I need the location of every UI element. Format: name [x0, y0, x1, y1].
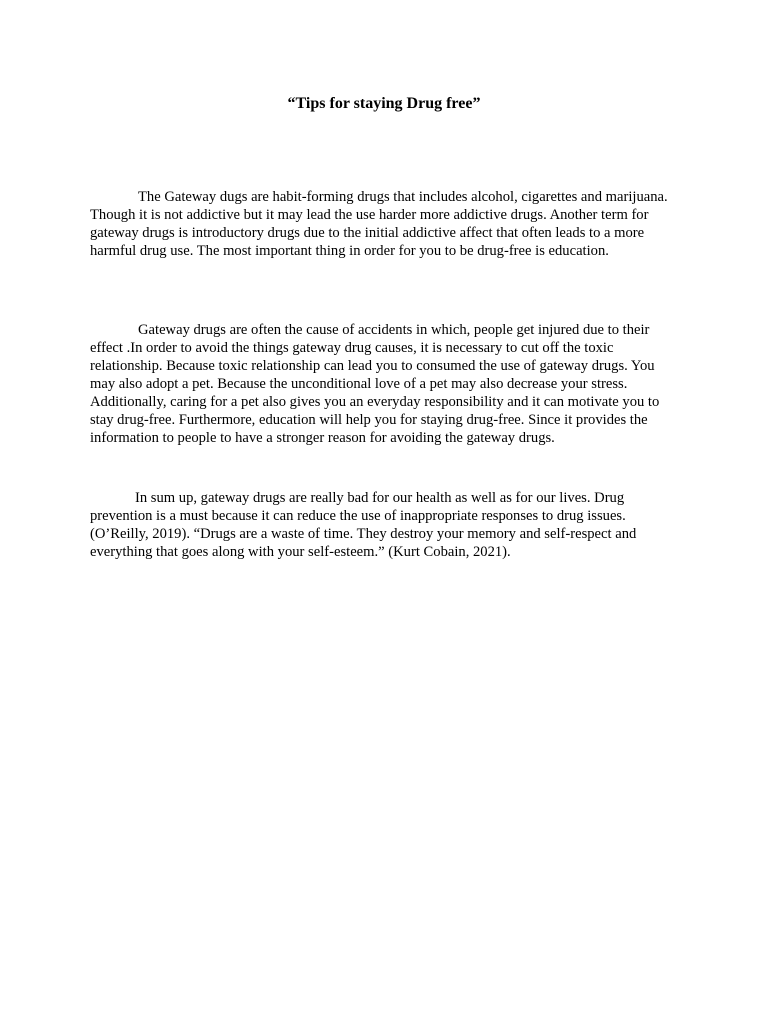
- document-title: “Tips for staying Drug free”: [287, 95, 481, 112]
- paragraph-conclusion: In sum up, gateway drugs are really bad for our health as well as for our lives. Drug prevention is a must because it can reduce the use of inappropriate responses to drug issues. (O’Reilly, 2019). “Drugs are a waste of time. They destroy your memory and self-respect and everything that goes along with your self-esteem.” (Kurt Cobain, 2021).: [90, 490, 637, 560]
- paragraph-intro: The Gateway dugs are habit-forming drugs that includes alcohol, cigarettes and marijuana. Though it is not addictive but it may lead the use harder more addictive drugs. Another term for gateway drugs is introductory drugs due to the initial addictive affect that often leads to a more harmful drug use. The most important thing in order for you to be drug-free is education.: [90, 189, 668, 259]
- paragraph-body: Gateway drugs are often the cause of accidents in which, people get injured due to their effect .In order to avoid the things gateway drug causes, it is necessary to cut off the toxic relationship. Because toxic relationship can lead you to consumed the use of gateway drugs. You may also adopt a pet. Because the unconditional love of a pet may also decrease your stress. Additionally, caring for a pet also gives you an everyday responsibility and it can motivate you to stay drug-free. Furthermore, education will help you for staying drug-free. Since it provides the information to people to have a stronger reason for avoiding the gateway drugs.: [90, 322, 660, 446]
